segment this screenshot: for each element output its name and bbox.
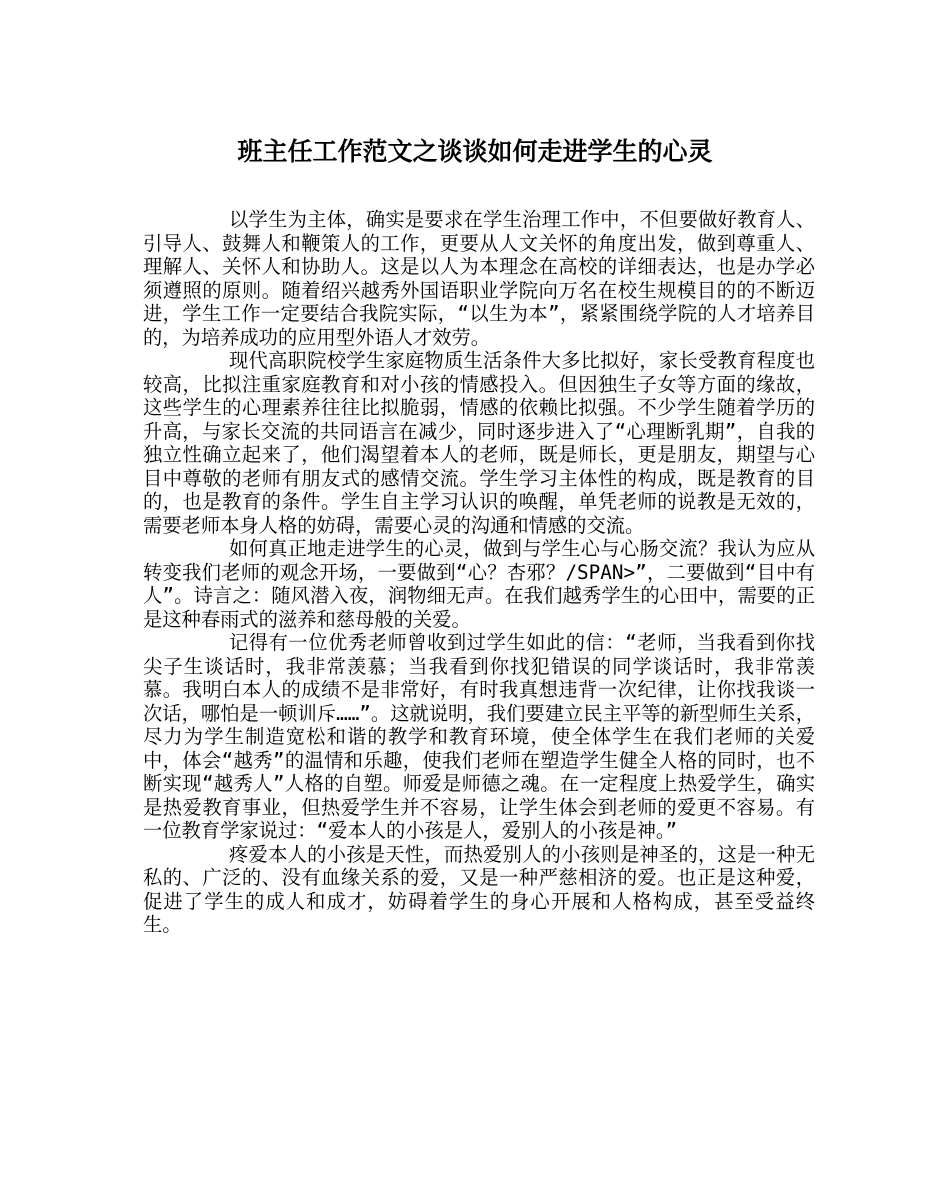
document-title: 班主任工作范文之谈谈如何走进学生的心灵	[237, 137, 713, 166]
paragraph: 记得有一位优秀老师曾收到过学生如此的信：“老师，当我看到你找尖子生谈话时，我非常羡慕；当我看到你找犯错误的同学谈话时，我非常羡慕。我明白本人的成绩不是非常好，有时我真想违背一次纪律，让你找我谈一次话，哪怕是一顿训斥……”。这就说明，我们要建立民主平等的新型师生关系，尽力为学生制造宽松和谐的教学和教育环境，使全体学生在我们老师的关爱中，体会“越秀”的温情和乐趣，使我们老师在塑造学生健全人格的同时，也不断实现“越秀人”人格的自塑。师爱是师德之魂。在一定程度上热爱学生，确实是热爱教育事业，但热爱学生并不容易，让学生体会到老师的爱更不容易。有一位教育学家说过：“爱本人的小孩是人，爱别人的小孩是神。”	[143, 631, 815, 842]
paragraph: 疼爱本人的小孩是天性，而热爱别人的小孩则是神圣的，这是一种无私的、广泛的、没有血缘关系的爱，又是一种严慈相济的爱。也正是这种爱，促进了学生的成人和成才，妨碍着学生的身心开展和人格构成，甚至受益终生。	[143, 842, 815, 936]
paragraph: 以学生为主体，确实是要求在学生治理工作中，不但要做好教育人、引导人、鼓舞人和鞭策人的工作，更要从人文关怀的角度出发，做到尊重人、理解人、关怀人和协助人。这是以人为本理念在高校的详细表达，也是办学必须遵照的原则。随着绍兴越秀外国语职业学院向万名在校生规模目的的不断迈进，学生工作一定要结合我院实际，“以生为本”，紧紧围绕学院的人才培养目的，为培养成功的应用型外语人才效劳。	[143, 208, 815, 349]
paragraph: 现代高职院校学生家庭物质生活条件大多比拟好，家长受教育程度也较高，比拟注重家庭教育和对小孩的情感投入。但因独生子女等方面的缘故，这些学生的心理素养往往比拟脆弱，情感的依赖比拟强。不少学生随着学历的升高，与家长交流的共同语言在减少，同时逐步进入了“心理断乳期”，自我的独立性确立起来了，他们渴望着本人的老师，既是师长，更是朋友，期望与心目中尊敬的老师有朋友式的感情交流。学生学习主体性的构成，既是教育的目的，也是教育的条件。学生自主学习认识的唤醒，单凭老师的说教是无效的，需要老师本身人格的妨碍，需要心灵的沟通和情感的交流。	[143, 349, 815, 537]
document-body	[143, 208, 815, 937]
paragraph: 如何真正地走进学生的心灵，做到与学生心与心肠交流？我认为应从转变我们老师的观念开场，一要做到“心？杏邪？/SPAN>”，二要做到“目中有人”。诗言之：随风潜入夜，润物细无声。在我们越秀学生的心田中，需要的正是这种春雨式的滋养和慈母般的关爱。	[143, 537, 815, 631]
